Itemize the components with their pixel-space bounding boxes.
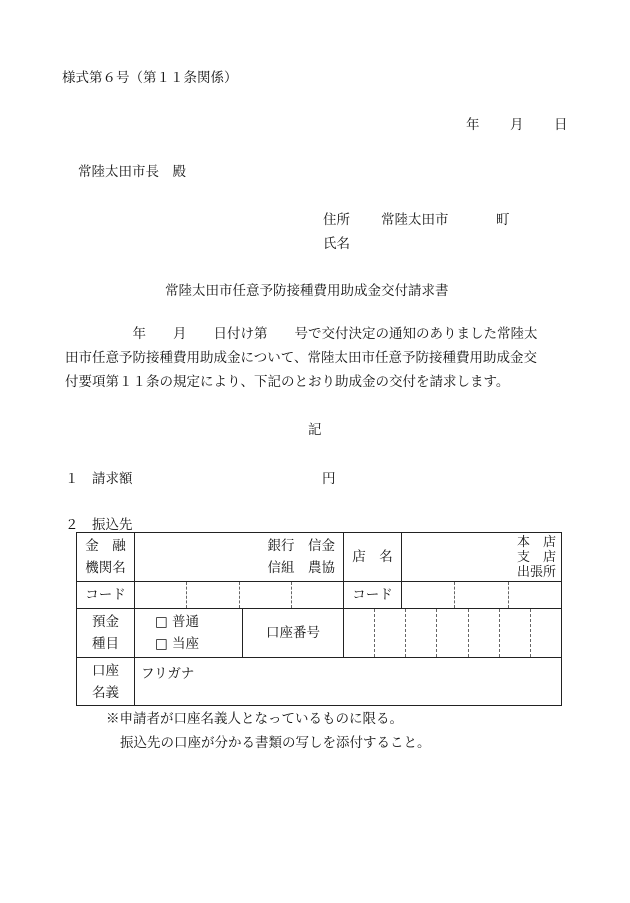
bank-code-cell[interactable] (135, 582, 344, 609)
ki-heading: 記 (308, 422, 322, 438)
item1-label: 請求額 (92, 471, 133, 487)
account-number-cell[interactable] (344, 609, 562, 658)
branch-type-sub: 支 店 (516, 549, 556, 565)
branch-code-cell[interactable] (402, 582, 562, 609)
item2-number: ２ (65, 517, 79, 533)
date-month: 月 (510, 117, 524, 133)
body-line: 付要項第１１条の規定により、下記のとおり助成金の交付を請求します。 (65, 374, 510, 390)
item1-unit: 円 (322, 471, 336, 487)
branch-type-office: 出張所 (516, 564, 556, 580)
checkbox-current[interactable]: □ 当座 (155, 636, 200, 652)
institution-name-cell[interactable] (135, 533, 344, 582)
bank-types-line-1: 銀行 信金 (267, 538, 335, 554)
account-holder-cell[interactable] (135, 658, 562, 706)
institution-label-cell: 金 融 機関名 (77, 533, 135, 582)
address-value: 常陸太田市 (381, 212, 449, 228)
bank-types-line-2: 信組 農協 (267, 560, 335, 576)
note-2: 振込先の口座が分かる書類の写しを添付すること。 (120, 735, 431, 751)
note-1: ※申請者が口座名義人となっているものに限る。 (106, 711, 403, 727)
deposit-type-options (135, 609, 243, 658)
account-number-label: 口座番号 (243, 609, 344, 658)
document-title: 常陸太田市任意予防接種費用助成金交付請求書 (165, 283, 449, 299)
code-label: コード (77, 582, 135, 609)
name-label: 氏名 (323, 236, 350, 252)
addressee: 常陸太田市長 殿 (78, 164, 186, 180)
date-year: 年 (466, 117, 480, 133)
body-line: 田市任意予防接種費用助成金について、常陸太田市任意予防接種費用助成金交 (65, 350, 537, 366)
branch-code-label: コード (344, 582, 402, 609)
checkbox-ordinary[interactable]: □ 普通 (155, 614, 200, 630)
bank-transfer-table (76, 532, 562, 706)
item1-number: １ (65, 471, 79, 487)
account-holder-label: 口座 名義 (77, 658, 135, 706)
furigana-label: フリガナ (141, 666, 195, 682)
branch-type-main: 本 店 (516, 534, 556, 550)
date-day: 日 (554, 117, 568, 133)
body-line: 年 月 日付け第 号で交付決定の通知のありました常陸太 (65, 326, 538, 342)
branch-name-cell[interactable] (402, 533, 562, 582)
deposit-type-label: 預金 種目 (77, 609, 135, 658)
town-label: 町 (496, 212, 510, 228)
form-number: 様式第６号（第１１条関係） (62, 70, 238, 86)
item2-label: 振込先 (92, 517, 133, 533)
address-label: 住所 (323, 212, 350, 228)
body-paragraph (65, 322, 580, 394)
branch-label: 店 名 (344, 533, 402, 582)
